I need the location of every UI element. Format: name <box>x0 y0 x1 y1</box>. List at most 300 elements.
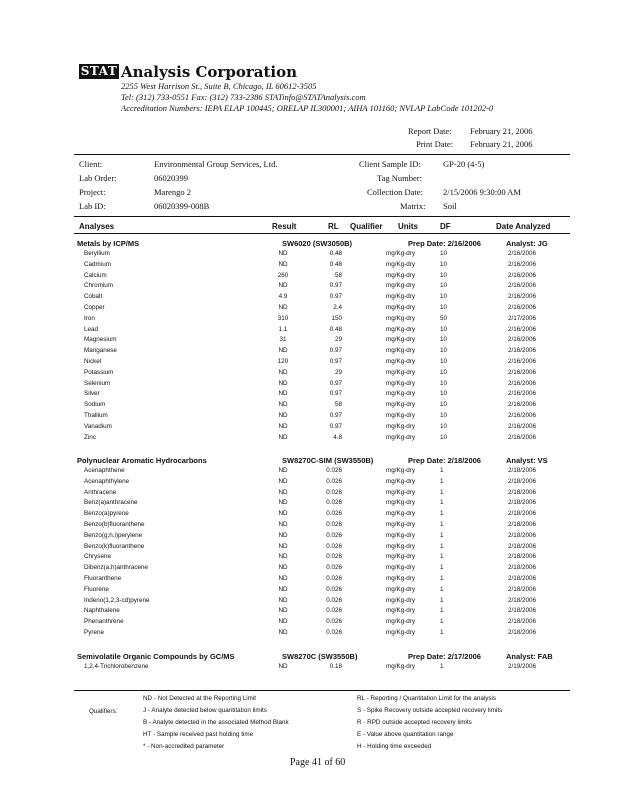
analyte-name: Thallium <box>84 412 108 419</box>
df-value: 1 <box>440 477 444 485</box>
result-value: ND <box>278 564 288 572</box>
df-value: 1 <box>440 585 444 593</box>
rl-value: 0.026 <box>326 542 342 550</box>
result-value: ND <box>278 412 288 419</box>
result-value: ND <box>278 250 288 257</box>
client-sample-id-label: Client Sample ID: <box>359 159 421 169</box>
df-value: 10 <box>440 379 448 387</box>
rl-value: 0.026 <box>326 629 342 636</box>
table-row <box>0 250 642 259</box>
table-row <box>0 380 642 389</box>
collection-date-value: 2/15/2006 9:30:00 AM <box>443 187 521 197</box>
result-value: 310 <box>277 314 289 322</box>
df-value: 10 <box>440 336 448 344</box>
units-value: mg/Kg-dry <box>386 585 416 593</box>
rl-value: 29 <box>334 368 342 376</box>
result-value: ND <box>278 390 288 398</box>
date-analyzed: 2/18/2006 <box>508 629 537 636</box>
result-value: 260 <box>277 271 289 279</box>
result-value: ND <box>278 542 288 550</box>
rl-value: 0.026 <box>326 510 342 518</box>
units-value: mg/Kg-dry <box>386 325 416 333</box>
units-value: mg/Kg-dry <box>386 260 416 268</box>
rl-value: 0.48 <box>329 325 342 333</box>
result-value: ND <box>278 488 288 496</box>
df-value: 1 <box>440 467 444 474</box>
analyte-name: Iron <box>84 314 95 322</box>
date-analyzed: 2/16/2006 <box>508 358 537 365</box>
result-value: ND <box>278 433 288 441</box>
date-analyzed: 2/16/2006 <box>508 271 537 279</box>
rl-value: 0.026 <box>326 477 342 485</box>
qualifier-note: RL - Reporting / Quantitation Limit for the analysis <box>357 695 497 702</box>
qualifier-note: HT - Sample received past holding time <box>143 731 254 738</box>
df-value: 10 <box>440 293 448 301</box>
section-title: Metals by ICP/MS <box>77 239 140 248</box>
client-value: Environmental Group Services, Ltd. <box>154 159 278 169</box>
client-sample-id-value: GP-20 (4-5) <box>443 159 485 169</box>
result-value: ND <box>278 663 288 670</box>
df-value: 1 <box>440 553 444 561</box>
date-analyzed: 2/17/2006 <box>508 314 537 322</box>
section-analyst: Analyst: VS <box>506 456 548 465</box>
date-analyzed: 2/18/2006 <box>508 596 537 604</box>
analyte-name: Sodium <box>84 401 106 409</box>
result-value: ND <box>278 347 288 355</box>
date-analyzed: 2/18/2006 <box>508 607 537 615</box>
units-value: mg/Kg-dry <box>386 368 416 376</box>
col-rl: RL <box>328 222 339 231</box>
units-value: mg/Kg-dry <box>386 271 416 279</box>
df-value: 1 <box>440 564 444 572</box>
df-value: 1 <box>440 488 444 496</box>
rl-value: 4.8 <box>333 433 342 441</box>
df-value: 1 <box>440 596 444 604</box>
lab-id-label: Lab ID: <box>79 201 106 211</box>
date-analyzed: 2/18/2006 <box>508 585 537 593</box>
analyte-name: Cadmium <box>84 260 111 268</box>
table-row <box>0 423 642 432</box>
analyte-name: Manganese <box>84 347 117 355</box>
qualifier-note: ND - Not Detected at the Reporting Limit <box>143 695 257 702</box>
table-row <box>0 597 642 606</box>
result-value: ND <box>278 553 288 561</box>
df-value: 1 <box>440 521 444 528</box>
qualifier-note: S - Spike Recovery outside accepted recovery limits <box>357 707 503 714</box>
section-prep-date: Prep Date: 2/18/2006 <box>408 456 481 465</box>
result-value: ND <box>278 510 288 518</box>
analyte-name: Magnesium <box>84 336 117 344</box>
units-value: mg/Kg-dry <box>386 422 416 430</box>
analyte-name: Indeno(1,2,3-cd)pyrene <box>84 596 150 604</box>
matrix-label: Matrix: <box>400 201 426 211</box>
df-value: 10 <box>440 347 448 355</box>
stat-logo: STAT <box>80 64 118 78</box>
result-value: ND <box>278 618 288 626</box>
units-value: mg/Kg-dry <box>386 477 416 485</box>
col-result: Result <box>272 222 297 231</box>
units-value: mg/Kg-dry <box>386 304 416 311</box>
units-value: mg/Kg-dry <box>386 379 416 387</box>
table-row <box>0 326 642 335</box>
date-analyzed: 2/18/2006 <box>508 531 537 539</box>
date-analyzed: 2/16/2006 <box>508 260 537 268</box>
rl-value: 29 <box>334 336 342 344</box>
rl-value: 0.026 <box>326 585 342 593</box>
qualifiers-label: Qualifiers: <box>89 708 118 715</box>
result-value: ND <box>278 379 288 387</box>
df-value: 10 <box>440 260 448 268</box>
section-method: SW8270C-SIM (SW3550B) <box>282 456 374 465</box>
analyte-name: Benz(a)anthracene <box>84 499 138 507</box>
date-analyzed: 2/19/2006 <box>508 663 537 670</box>
table-row <box>0 261 642 270</box>
table-row <box>0 467 642 476</box>
analyte-name: 1,2,4-Trichlorobenzene <box>84 663 149 670</box>
analyte-name: Calcium <box>84 271 107 279</box>
result-value: 120 <box>277 358 289 365</box>
col-units: Units <box>398 222 418 231</box>
analyte-name: Benzo(g,h,i)perylene <box>84 531 143 539</box>
units-value: mg/Kg-dry <box>386 293 416 301</box>
rl-value: 0.48 <box>329 260 342 268</box>
units-value: mg/Kg-dry <box>386 314 416 322</box>
rl-value: 0.026 <box>326 499 342 507</box>
report-date-value: February 21, 2006 <box>470 126 533 136</box>
units-value: mg/Kg-dry <box>386 531 416 539</box>
section-method: SW6020 (SW3050B) <box>282 239 353 248</box>
result-value: ND <box>278 585 288 593</box>
rl-value: 0.97 <box>329 293 342 301</box>
result-value: ND <box>278 575 288 582</box>
analyte-name: Benzo(b)fluoranthene <box>84 521 145 528</box>
table-row <box>0 401 642 410</box>
df-value: 1 <box>440 542 444 550</box>
table-row <box>0 390 642 399</box>
units-value: mg/Kg-dry <box>386 596 416 604</box>
units-value: mg/Kg-dry <box>386 433 416 441</box>
date-analyzed: 2/16/2006 <box>508 282 537 290</box>
date-analyzed: 2/16/2006 <box>508 368 537 376</box>
table-row <box>0 272 642 281</box>
units-value: mg/Kg-dry <box>386 412 416 419</box>
result-value: ND <box>278 596 288 604</box>
analyte-name: Chromium <box>84 282 114 290</box>
company-name: Analysis Corporation <box>121 63 297 81</box>
analyte-name: Copper <box>84 304 105 311</box>
units-value: mg/Kg-dry <box>386 575 416 582</box>
qualifier-note: * - Non-accredited parameter <box>143 743 225 750</box>
units-value: mg/Kg-dry <box>386 499 416 507</box>
units-value: mg/Kg-dry <box>386 663 416 670</box>
rl-value: 0.026 <box>326 467 342 474</box>
df-value: 10 <box>440 250 448 257</box>
rl-value: 0.026 <box>326 531 342 539</box>
units-value: mg/Kg-dry <box>386 250 416 257</box>
units-value: mg/Kg-dry <box>386 629 416 636</box>
rl-value: 0.18 <box>329 663 342 670</box>
df-value: 10 <box>440 325 448 333</box>
qualifier-note: R - RPD outside accepted recovery limits <box>357 719 472 726</box>
df-value: 1 <box>440 510 444 518</box>
rl-value: 0.97 <box>329 412 342 419</box>
analyte-name: Cobalt <box>84 293 103 301</box>
analyte-name: Silver <box>84 390 100 398</box>
col-qualifier: Qualifier <box>350 222 383 231</box>
date-analyzed: 2/18/2006 <box>508 521 537 528</box>
table-row <box>0 629 642 638</box>
table-row <box>0 607 642 616</box>
rl-value: 0.026 <box>326 553 342 561</box>
df-value: 10 <box>440 422 448 430</box>
section-title: Polynuclear Aromatic Hydrocarbons <box>77 456 207 465</box>
df-value: 10 <box>440 412 448 419</box>
table-row <box>0 618 642 627</box>
rl-value: 0.97 <box>329 422 342 430</box>
date-analyzed: 2/18/2006 <box>508 488 537 496</box>
units-value: mg/Kg-dry <box>386 467 416 474</box>
date-analyzed: 2/16/2006 <box>508 250 537 257</box>
tag-number-label: Tag Number: <box>377 173 422 183</box>
result-value: 1.1 <box>278 325 288 333</box>
section-title: Semivolatile Organic Compounds by GC/MS <box>77 652 235 661</box>
print-date-value: February 21, 2006 <box>470 139 533 149</box>
rl-value: 2.4 <box>333 304 342 311</box>
analyte-name: Beryllium <box>84 250 110 257</box>
units-value: mg/Kg-dry <box>386 542 416 550</box>
divider <box>74 233 570 234</box>
df-value: 50 <box>440 314 448 322</box>
date-analyzed: 2/18/2006 <box>508 618 537 626</box>
table-row <box>0 315 642 324</box>
result-value: ND <box>278 282 288 290</box>
analyte-name: Benzo(k)fluoranthene <box>84 542 145 550</box>
analyte-name: Selenium <box>84 379 111 387</box>
df-value: 10 <box>440 433 448 441</box>
rl-value: 58 <box>334 271 342 279</box>
df-value: 1 <box>440 663 444 670</box>
analyte-name: Zinc <box>84 433 96 441</box>
df-value: 1 <box>440 607 444 615</box>
analyte-name: Naphthalene <box>84 607 120 615</box>
divider <box>74 690 570 691</box>
col-date-analyzed: Date Analyzed <box>496 222 551 231</box>
rl-value: 0.97 <box>329 358 342 365</box>
table-row <box>0 575 642 584</box>
rl-value: 0.026 <box>326 575 342 582</box>
date-analyzed: 2/16/2006 <box>508 347 537 355</box>
result-value: ND <box>278 368 288 376</box>
table-row <box>0 434 642 443</box>
analyte-name: Vanadium <box>84 422 112 430</box>
date-analyzed: 2/16/2006 <box>508 422 537 430</box>
lab-order-value: 06020399 <box>154 173 188 183</box>
section-analyst: Analyst: JG <box>506 239 548 248</box>
divider <box>74 154 570 155</box>
rl-value: 0.97 <box>329 379 342 387</box>
date-analyzed: 2/18/2006 <box>508 564 537 572</box>
date-analyzed: 2/18/2006 <box>508 553 537 561</box>
df-value: 1 <box>440 499 444 507</box>
date-analyzed: 2/18/2006 <box>508 499 537 507</box>
date-analyzed: 2/16/2006 <box>508 433 537 441</box>
result-value: ND <box>278 260 288 268</box>
rl-value: 0.026 <box>326 488 342 496</box>
table-row <box>0 489 642 498</box>
rl-value: 0.97 <box>329 347 342 355</box>
table-row <box>0 336 642 345</box>
analyte-name: Fluoranthene <box>84 575 122 582</box>
date-analyzed: 2/16/2006 <box>508 379 537 387</box>
rl-value: 0.026 <box>326 521 342 528</box>
result-value: ND <box>278 304 288 311</box>
table-row <box>0 553 642 562</box>
date-analyzed: 2/18/2006 <box>508 477 537 485</box>
table-row <box>0 369 642 378</box>
analyte-name: Dibenz(a,h)anthracene <box>84 564 149 572</box>
qualifier-note: J - Analyte detected below quantitation limits <box>143 707 267 714</box>
table-row <box>0 499 642 508</box>
analyte-name: Fluorene <box>84 585 109 593</box>
analyte-name: Benzo(a)pyrene <box>84 510 129 518</box>
units-value: mg/Kg-dry <box>386 358 416 365</box>
rl-value: 0.97 <box>329 282 342 290</box>
date-analyzed: 2/16/2006 <box>508 336 537 344</box>
df-value: 10 <box>440 282 448 290</box>
project-label: Project: <box>79 187 106 197</box>
df-value: 1 <box>440 629 444 636</box>
result-value: 4.9 <box>278 293 288 301</box>
section-prep-date: Prep Date: 2/17/2006 <box>408 652 481 661</box>
df-value: 10 <box>440 358 448 365</box>
table-row <box>0 564 642 573</box>
rl-value: 0.97 <box>329 390 342 398</box>
units-value: mg/Kg-dry <box>386 282 416 290</box>
units-value: mg/Kg-dry <box>386 564 416 572</box>
result-value: ND <box>278 629 288 636</box>
table-row <box>0 347 642 356</box>
table-row <box>0 586 642 595</box>
analyte-name: Chrysene <box>84 553 111 561</box>
print-date-label: Print Date: <box>416 139 454 149</box>
qualifier-note: H - Holding time exceeded <box>357 743 432 750</box>
df-value: 10 <box>440 304 448 311</box>
divider <box>74 216 570 217</box>
project-value: Marengo 2 <box>154 187 192 197</box>
table-row <box>0 304 642 313</box>
rl-value: 0.026 <box>326 564 342 572</box>
table-row <box>0 543 642 552</box>
df-value: 1 <box>440 618 444 626</box>
units-value: mg/Kg-dry <box>386 618 416 626</box>
date-analyzed: 2/18/2006 <box>508 575 537 582</box>
result-value: ND <box>278 521 288 528</box>
analyte-name: Anthracene <box>84 488 117 496</box>
df-value: 10 <box>440 271 448 279</box>
table-row <box>0 412 642 421</box>
qualifier-note: B - Analyte detected in the associated Method Blank <box>143 719 289 726</box>
date-analyzed: 2/16/2006 <box>508 304 537 311</box>
result-value: 31 <box>279 336 287 344</box>
analyte-name: Acenaphthene <box>84 467 125 474</box>
date-analyzed: 2/16/2006 <box>508 293 537 301</box>
df-value: 10 <box>440 390 448 398</box>
lab-id-value: 06020399-008B <box>154 201 210 211</box>
units-value: mg/Kg-dry <box>386 488 416 496</box>
rl-value: 0.026 <box>326 596 342 604</box>
company-address: 2255 West Harrison St., Suite B, Chicago, IL 60612-3505 <box>121 81 317 91</box>
units-value: mg/Kg-dry <box>386 553 416 561</box>
client-label: Client: <box>79 159 103 169</box>
table-row <box>0 358 642 367</box>
accreditation-numbers: Accreditation Numbers: IEPA ELAP 100445; ORELAP IL300001; AIHA 101160; NVLAP LabCode 101202-0 <box>121 103 494 113</box>
matrix-value: Soil <box>443 201 457 211</box>
units-value: mg/Kg-dry <box>386 390 416 398</box>
collection-date-label: Collection Date: <box>367 187 423 197</box>
analyte-name: Pyrene <box>84 629 104 636</box>
table-row <box>0 293 642 302</box>
units-value: mg/Kg-dry <box>386 336 416 344</box>
units-value: mg/Kg-dry <box>386 607 416 615</box>
rl-value: 0.026 <box>326 618 342 626</box>
analyte-name: Nickel <box>84 358 102 365</box>
result-value: ND <box>278 531 288 539</box>
df-value: 10 <box>440 368 448 376</box>
rl-value: 0.026 <box>326 607 342 615</box>
analyte-name: Phenanthrene <box>84 618 124 626</box>
section-method: SW8270C (SW3550B) <box>282 652 358 661</box>
section-analyst: Analyst: FAB <box>506 652 553 661</box>
result-value: ND <box>278 401 288 409</box>
analyte-name: Acenaphthylene <box>84 477 130 485</box>
date-analyzed: 2/16/2006 <box>508 390 537 398</box>
df-value: 10 <box>440 401 448 409</box>
result-value: ND <box>278 422 288 430</box>
result-value: ND <box>278 467 288 474</box>
table-row <box>0 282 642 291</box>
table-row <box>0 521 642 530</box>
section-prep-date: Prep Date: 2/16/2006 <box>408 239 481 248</box>
analyte-name: Potassium <box>84 368 114 376</box>
table-row <box>0 532 642 541</box>
rl-value: 58 <box>334 401 342 409</box>
qualifier-note: E - Value above quantitation range <box>357 731 454 738</box>
report-date-label: Report Date: <box>408 126 452 136</box>
table-row <box>0 510 642 519</box>
date-analyzed: 2/18/2006 <box>508 542 537 550</box>
result-value: ND <box>278 477 288 485</box>
date-analyzed: 2/16/2006 <box>508 325 537 333</box>
date-analyzed: 2/18/2006 <box>508 510 537 518</box>
lab-order-label: Lab Order: <box>79 173 117 183</box>
table-row <box>0 478 642 487</box>
date-analyzed: 2/18/2006 <box>508 467 537 474</box>
rl-value: 150 <box>331 314 342 322</box>
col-df: DF <box>440 222 451 231</box>
date-analyzed: 2/16/2006 <box>508 401 537 409</box>
rl-value: 0.48 <box>329 250 342 257</box>
units-value: mg/Kg-dry <box>386 401 416 409</box>
col-analyses: Analyses <box>79 222 115 231</box>
date-analyzed: 2/16/2006 <box>508 412 537 419</box>
df-value: 1 <box>440 575 444 582</box>
table-row <box>0 663 642 672</box>
analyte-name: Lead <box>84 325 99 333</box>
result-value: ND <box>278 499 288 507</box>
df-value: 1 <box>440 531 444 539</box>
page-number: Page 41 of 60 <box>290 757 346 768</box>
result-value: ND <box>278 607 288 615</box>
